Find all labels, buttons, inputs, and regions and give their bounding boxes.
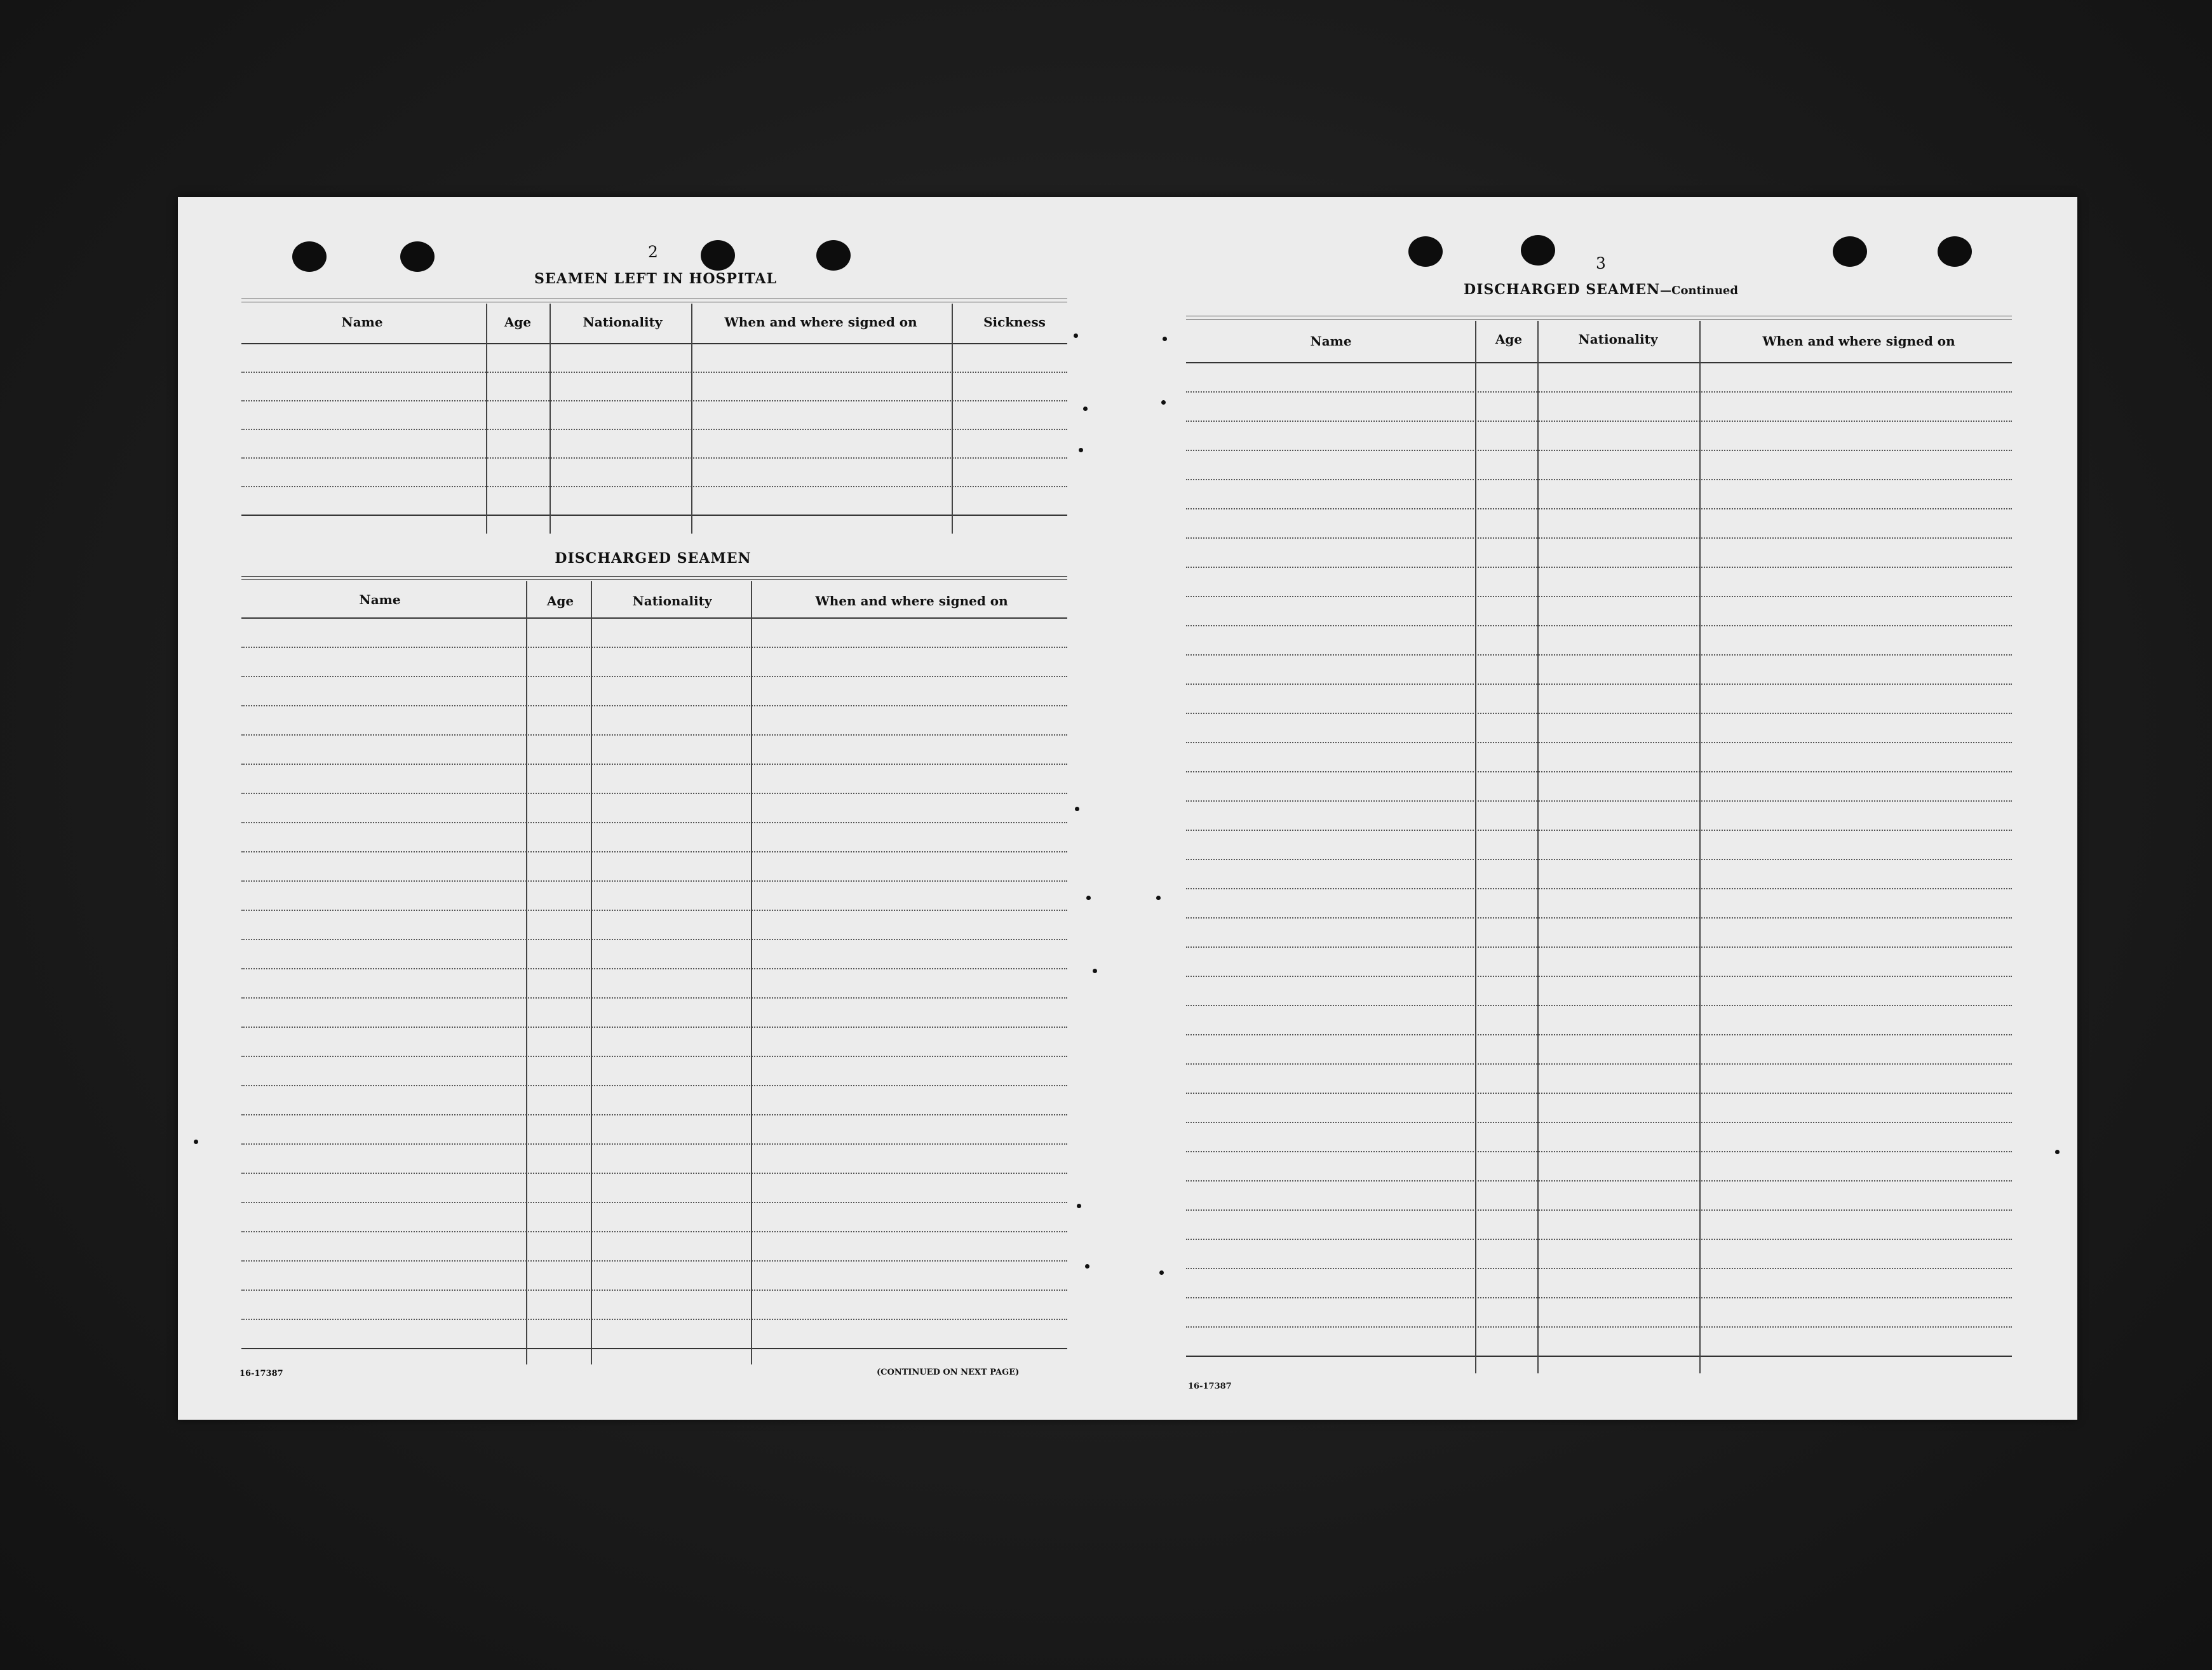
ruled-line	[1186, 1326, 2012, 1328]
ruled-line	[1186, 450, 2012, 451]
ruled-line	[241, 515, 1067, 516]
right-form-number: 16-17387	[1188, 1382, 1232, 1391]
ruled-line	[241, 400, 1067, 401]
punch-hole	[1938, 236, 1972, 267]
ruled-line	[1186, 946, 2012, 948]
ruled-line	[1186, 421, 2012, 422]
ruled-line	[241, 1085, 1067, 1086]
punch-hole	[292, 241, 327, 272]
binding-speck	[1086, 896, 1091, 900]
right-col-name: Name	[1310, 333, 1352, 349]
ruled-line	[241, 734, 1067, 736]
ruled-line	[241, 880, 1067, 882]
ruled-line	[1186, 1268, 2012, 1269]
discharged-col-name: Name	[359, 592, 401, 607]
right-col-nationality: Nationality	[1578, 332, 1658, 347]
binding-speck	[1085, 1264, 1089, 1269]
column-divider	[691, 304, 692, 534]
ruled-line	[241, 1143, 1067, 1145]
ruled-line	[1186, 537, 2012, 539]
binding-speck	[1083, 407, 1088, 411]
ruled-line	[1186, 567, 2012, 568]
hospital-top-rule	[241, 299, 1067, 302]
binding-speck	[1075, 807, 1079, 811]
ruled-line	[241, 1319, 1067, 1320]
column-divider	[486, 304, 487, 534]
ruled-line	[241, 939, 1067, 940]
ruled-line	[1186, 888, 2012, 889]
punch-hole	[1521, 235, 1555, 266]
binding-speck	[2055, 1150, 2060, 1154]
binding-speck	[1163, 337, 1167, 341]
ruled-line	[1186, 800, 2012, 802]
ruled-line	[1186, 596, 2012, 597]
ruled-line	[241, 1290, 1067, 1291]
punch-hole	[1408, 236, 1443, 267]
ruled-line	[1186, 1063, 2012, 1065]
ruled-line	[241, 1027, 1067, 1028]
ruled-line	[241, 457, 1067, 459]
hospital-col-name: Name	[341, 314, 383, 330]
column-divider	[591, 581, 592, 1364]
column-divider	[952, 304, 953, 534]
ruled-line	[1186, 1122, 2012, 1123]
ruled-line	[241, 997, 1067, 999]
column-divider	[1699, 321, 1701, 1373]
ruled-line	[241, 1348, 1067, 1349]
right-page-number: 3	[1596, 254, 1606, 273]
column-divider	[526, 581, 527, 1364]
ruled-line	[241, 647, 1067, 648]
ruled-line	[1186, 713, 2012, 714]
column-divider	[1537, 321, 1539, 1373]
ruled-line	[241, 793, 1067, 794]
ruled-line	[241, 1056, 1067, 1057]
punch-hole	[1833, 236, 1867, 267]
ruled-line	[241, 910, 1067, 911]
hospital-section-title: SEAMEN LEFT IN HOSPITAL	[534, 271, 777, 287]
right-title-suffix: —Continued	[1660, 284, 1738, 297]
ruled-line	[1186, 362, 2012, 363]
hospital-col-age: Age	[504, 314, 532, 330]
ruled-line	[241, 617, 1067, 619]
binding-speck	[1161, 400, 1166, 405]
left-form-number: 16-17387	[239, 1369, 283, 1378]
ruled-line	[241, 372, 1067, 373]
ruled-line	[1186, 742, 2012, 743]
left-page-number: 2	[648, 243, 658, 261]
ruled-line	[1186, 1151, 2012, 1152]
binding-speck	[1079, 448, 1083, 452]
ruled-line	[241, 764, 1067, 765]
ruled-line	[1186, 859, 2012, 860]
binding-speck	[1159, 1270, 1164, 1275]
column-divider	[751, 581, 752, 1364]
binding-speck	[1093, 969, 1097, 973]
hospital-col-sickness: Sickness	[983, 314, 1046, 330]
ruled-line	[1186, 508, 2012, 509]
ruled-line	[1186, 976, 2012, 977]
column-divider	[1475, 321, 1476, 1373]
ruled-line	[1186, 1180, 2012, 1182]
right-title-main: DISCHARGED SEAMEN	[1464, 281, 1661, 298]
ruled-line	[241, 968, 1067, 969]
binding-speck	[1156, 896, 1161, 900]
ruled-line	[241, 343, 1067, 344]
ruled-line	[241, 486, 1067, 487]
ruled-line	[1186, 1093, 2012, 1094]
ruled-line	[241, 705, 1067, 706]
hospital-col-signed-on: When and where signed on	[724, 314, 917, 330]
punch-hole	[701, 240, 735, 271]
ruled-line	[1186, 654, 2012, 656]
punch-hole	[400, 241, 435, 272]
ruled-line	[1186, 1209, 2012, 1211]
right-col-signed-on: When and where signed on	[1762, 333, 1955, 349]
punch-hole	[816, 240, 851, 271]
discharged-section-title: DISCHARGED SEAMEN	[555, 550, 752, 567]
ruled-line	[1186, 625, 2012, 626]
ruled-line	[1186, 771, 2012, 772]
ruled-line	[1186, 1034, 2012, 1035]
ruled-line	[241, 1231, 1067, 1232]
ruled-line	[1186, 917, 2012, 919]
ruled-line	[241, 851, 1067, 852]
ruled-line	[241, 429, 1067, 430]
discharged-col-nationality: Nationality	[632, 593, 712, 609]
binding-speck	[1074, 333, 1078, 338]
binding-speck	[194, 1140, 198, 1144]
right-col-age: Age	[1495, 332, 1523, 347]
continued-note: (CONTINUED ON NEXT PAGE)	[877, 1368, 1020, 1377]
discharged-col-signed-on: When and where signed on	[815, 593, 1008, 609]
ruled-line	[1186, 479, 2012, 480]
binding-speck	[1077, 1204, 1081, 1208]
ruled-line	[1186, 1005, 2012, 1006]
ruled-line	[1186, 683, 2012, 685]
ruled-line	[1186, 830, 2012, 831]
discharged-top-rule	[241, 576, 1067, 580]
ruled-line	[241, 1173, 1067, 1174]
ruled-line	[1186, 1297, 2012, 1298]
right-section-title	[1464, 281, 1738, 298]
ruled-line	[241, 822, 1067, 823]
ruled-line	[241, 676, 1067, 677]
ruled-line	[241, 1202, 1067, 1203]
ruled-line	[1186, 1239, 2012, 1240]
hospital-col-nationality: Nationality	[583, 314, 663, 330]
discharged-col-age: Age	[546, 593, 574, 609]
column-divider	[550, 304, 551, 534]
ruled-line	[241, 1260, 1067, 1262]
scanned-form-spread	[178, 197, 2077, 1420]
ruled-line	[1186, 1356, 2012, 1357]
ruled-line	[241, 1114, 1067, 1115]
ruled-line	[1186, 391, 2012, 393]
right-top-rule	[1186, 316, 2012, 320]
